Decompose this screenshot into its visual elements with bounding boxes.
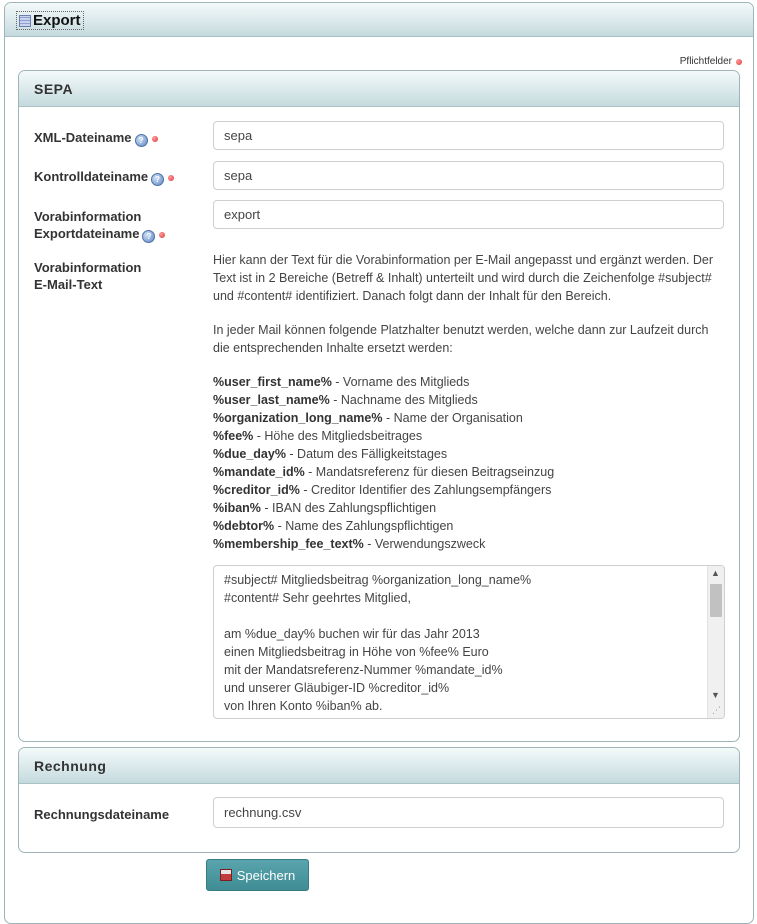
document-icon [19, 15, 31, 27]
sepa-card-title: SEPA [34, 80, 74, 97]
export-panel-header [5, 3, 753, 37]
placeholder-key: %user_last_name% [213, 393, 330, 407]
placeholder-description: - Mandatsreferenz für diesen Beitragseinzug [304, 465, 555, 479]
required-note [680, 56, 742, 67]
xml-filename-label-text: XML-Dateiname [34, 130, 132, 145]
invoice-filename-label-text: Rechnungsdateiname [34, 807, 170, 822]
save-button[interactable] [206, 859, 309, 891]
placeholder-item [213, 427, 728, 445]
placeholder-key: %user_first_name% [213, 375, 332, 389]
placeholder-key: %fee% [213, 429, 254, 443]
placeholder-item [213, 445, 728, 463]
placeholder-list [213, 373, 728, 553]
required-dot-icon [159, 232, 165, 238]
preinfo-email-text-label [34, 259, 141, 293]
placeholder-item [213, 409, 728, 427]
required-dot-icon [736, 59, 742, 65]
preinfo-export-filename-label [34, 208, 165, 243]
placeholder-key: %membership_fee_text% [213, 537, 364, 551]
required-dot-icon [152, 136, 158, 142]
xml-filename-label [34, 129, 158, 147]
preinfo-label-line2: Exportdateiname [34, 226, 140, 241]
sepa-card [18, 70, 740, 742]
resize-grip-icon[interactable]: ⋰ [712, 705, 721, 715]
preinfo-label-line1: Vorabinformation [34, 209, 142, 224]
email-text-textarea[interactable] [213, 565, 725, 719]
scroll-up-icon[interactable]: ▲ [711, 568, 720, 578]
control-filename-label [34, 168, 174, 186]
placeholder-description: - Name der Organisation [382, 411, 523, 425]
required-note-text: Pflichtfelder [679, 56, 732, 67]
save-button-label: Speichern [236, 867, 296, 883]
xml-filename-input[interactable] [213, 121, 724, 150]
placeholder-item [213, 481, 728, 499]
email-text-content[interactable]: #subject# Mitgliedsbeitrag %organization_long_name% #content# Sehr geehrtes Mitglied, am %due_day% buchen wir für das Jahr 2013 einen Mitgliedsbeitrag in Höhe von %fee% Euro mit der Mandatsreferenz-Nummer %mandate_id% und unserer Gläubiger-ID %creditor_id% von Ihren Konto %iban% ab. [224, 573, 532, 713]
email-label-line2: E-Mail-Text [34, 277, 103, 292]
invoice-card-header [19, 748, 739, 784]
placeholder-item [213, 391, 728, 409]
export-title-text: Export [33, 12, 81, 29]
placeholder-key: %mandate_id% [213, 465, 305, 479]
placeholder-description: - Creditor Identifier des Zahlungsempfängers [299, 483, 552, 497]
email-description-intro: Hier kann der Text für die Vorabinformation per E-Mail angepasst und ergänzt werden. Der Text ist in 2 Bereiche (Betreff & Inhalt) unterteilt und wird durch die Zeichenfolge #subject# und #content# identifiziert. Danach folgt dann der Inhalt für den Bereich. [213, 253, 714, 303]
placeholder-key: %creditor_id% [213, 483, 300, 497]
placeholder-item [213, 517, 728, 535]
placeholder-description: - Datum des Fälligkeitstages [285, 447, 448, 461]
control-filename-label-text: Kontrolldateiname [34, 169, 149, 184]
placeholder-description: - Verwendungszweck [363, 537, 486, 551]
help-icon[interactable]: ? [142, 230, 155, 243]
email-description-placeholders: In jeder Mail können folgende Platzhalter benutzt werden, welche dann zur Laufzeit durch die entsprechenden Inhalte ersetzt werden: [213, 323, 709, 355]
invoice-filename-label [34, 806, 169, 823]
placeholder-description: - IBAN des Zahlungspflichtigen [260, 501, 437, 515]
textarea-scrollbar[interactable] [707, 566, 724, 718]
placeholder-description: - Name des Zahlungspflichtigen [274, 519, 454, 533]
required-dot-icon [168, 175, 174, 181]
placeholder-key: %organization_long_name% [213, 411, 383, 425]
placeholder-key: %debtor% [213, 519, 275, 533]
scroll-down-icon[interactable]: ▼ [711, 690, 720, 700]
placeholder-description: - Höhe des Mitgliedsbeitrages [253, 429, 423, 443]
invoice-card [18, 747, 740, 853]
placeholder-item [213, 463, 728, 481]
scroll-thumb[interactable] [710, 584, 722, 617]
placeholder-item [213, 373, 728, 391]
email-label-line1: Vorabinformation [34, 260, 142, 275]
preinfo-export-filename-input[interactable] [213, 200, 724, 229]
invoice-filename-input[interactable] [213, 797, 724, 828]
help-icon[interactable]: ? [135, 134, 148, 147]
export-title-link[interactable] [16, 11, 84, 30]
control-filename-input[interactable] [213, 161, 724, 190]
invoice-card-title: Rechnung [34, 757, 107, 774]
placeholder-item [213, 499, 728, 517]
placeholder-description: - Vorname des Mitglieds [331, 375, 470, 389]
email-description [213, 251, 728, 553]
sepa-card-header [19, 71, 739, 107]
placeholder-description: - Nachname des Mitglieds [329, 393, 478, 407]
help-icon[interactable]: ? [151, 173, 164, 186]
save-icon [220, 869, 232, 881]
placeholder-key: %due_day% [213, 447, 286, 461]
placeholder-item [213, 535, 728, 553]
placeholder-key: %iban% [213, 501, 261, 515]
